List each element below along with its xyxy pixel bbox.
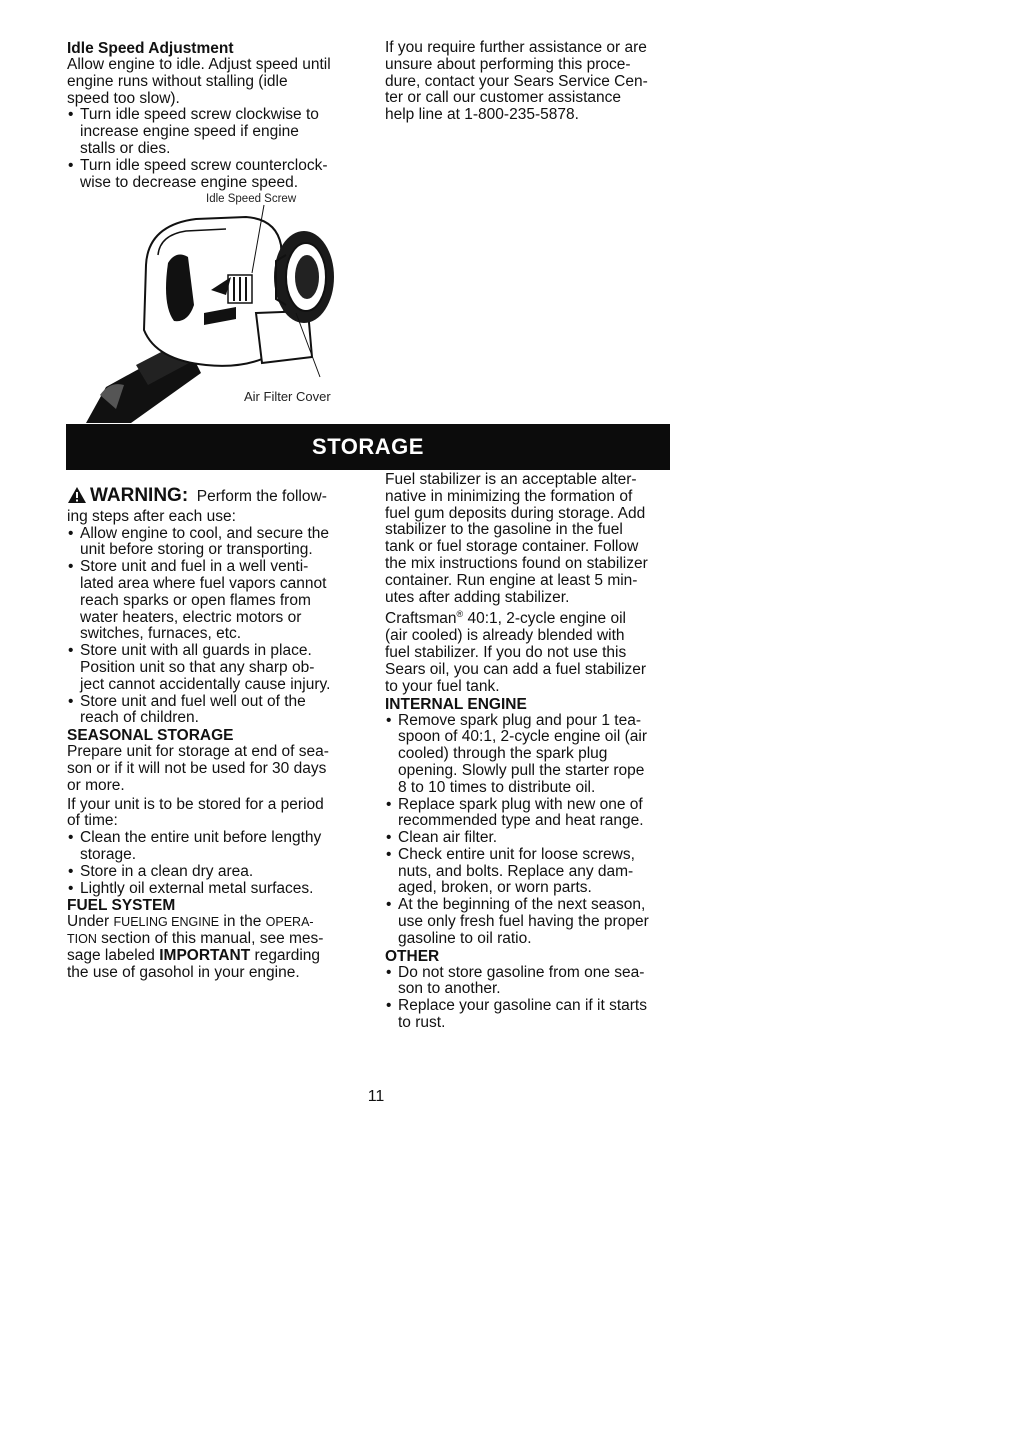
- bullet-line: storage.: [80, 845, 137, 863]
- internal-engine-bullet: [385, 897, 685, 947]
- craftsman-line: Sears oil, you can add a fuel stabilizer: [385, 660, 647, 678]
- other-heading: OTHER: [385, 947, 440, 965]
- bullet-line: unit before storing or transporting.: [80, 541, 313, 559]
- fuel-system-line: [67, 948, 367, 965]
- warning-triangle-icon: [67, 486, 87, 509]
- bullet-line: water heaters, electric motors or: [80, 608, 302, 626]
- warning-bullet: [67, 643, 367, 693]
- idle-speed-heading: Idle Speed Adjustment: [67, 40, 234, 57]
- stabilizer-line: utes after adding stabilizer.: [385, 588, 570, 606]
- bullet-line: to rust.: [398, 1014, 446, 1032]
- text-run: FUELING ENGINE: [113, 915, 220, 930]
- craftsman-line: [385, 606, 685, 628]
- assist-line: dure, contact your Sears Service Cen-: [385, 72, 648, 90]
- fuel-system-heading: FUEL SYSTEM: [67, 897, 176, 915]
- assistance-paragraph: [385, 40, 685, 124]
- bullet-line: switches, furnaces, etc.: [80, 625, 242, 643]
- bullet-line: nuts, and bolts. Replace any dam-: [398, 862, 634, 880]
- text-run: section of this manual, see mes-: [101, 930, 324, 948]
- bullet-line: • Turn idle speed screw counterclock-: [80, 156, 328, 174]
- bullet-line: gasoline to oil ratio.: [398, 929, 532, 947]
- seasonal-para-line: Prepare unit for storage at end of sea-: [67, 743, 329, 761]
- idle-bullet: [67, 107, 367, 157]
- bullet-line: • Store unit and fuel well out of the: [80, 692, 306, 710]
- bullet-line: • Lightly oil external metal surfaces.: [80, 879, 314, 897]
- assist-line: unsure about performing this proce-: [385, 55, 631, 73]
- text-run: Craftsman: [385, 610, 457, 628]
- important-label: IMPORTANT: [159, 946, 251, 964]
- internal-engine-bullet-list: [385, 713, 685, 948]
- bullet-line: • Do not store gasoline from one sea-: [398, 963, 645, 981]
- stabilizer-line: stabilizer to the gasoline in the fuel: [385, 521, 623, 539]
- craftsman-line: to your fuel tank.: [385, 677, 500, 695]
- stabilizer-line: fuel gum deposits during storage. Add: [385, 504, 646, 522]
- bullet-line: reach of children.: [80, 709, 199, 727]
- idle-bullet: [67, 158, 367, 192]
- bullet-line: stalls or dies.: [80, 139, 171, 157]
- bullet-line: opening. Slowly pull the starter rope: [398, 761, 645, 779]
- bullet-line: • Clean the entire unit before lengthy: [80, 829, 322, 847]
- stabilizer-line: the mix instructions found on stabilizer: [385, 554, 648, 572]
- page-number: 11: [367, 1088, 385, 1105]
- bullet-line: • At the beginning of the next season,: [398, 896, 646, 914]
- storage-right-column: [385, 472, 685, 1032]
- idle-speed-section: [67, 40, 367, 191]
- bullet-line: • Clean air filter.: [398, 829, 498, 847]
- idle-intro-line: engine runs without stalling (idle: [67, 72, 288, 90]
- bullet-line: • Remove spark plug and pour 1 tea-: [398, 711, 641, 729]
- stabilizer-line: native in minimizing the formation of: [385, 487, 633, 505]
- bullet-line: • Replace your gasoline can if it starts: [398, 997, 647, 1015]
- warning-bullet: [67, 559, 367, 643]
- bullet-line: recommended type and heat range.: [398, 812, 644, 830]
- bullet-line: lated area where fuel vapors cannot: [80, 574, 327, 592]
- bullet-line: • Store unit with all guards in place.: [80, 642, 312, 660]
- warning-bullet: [67, 694, 367, 728]
- other-bullet-list: [385, 965, 685, 1032]
- text-run: regarding: [254, 946, 321, 964]
- seasonal-para-line: son or if it will not be used for 30 days: [67, 759, 327, 777]
- assist-line: If you require further assistance or are: [385, 39, 647, 56]
- bullet-line: spoon of 40:1, 2-cycle engine oil (air: [398, 728, 648, 746]
- craftsman-line: fuel stabilizer. If you do not use this: [385, 644, 627, 662]
- bullet-line: reach sparks or open flames from: [80, 591, 311, 609]
- bullet-line: son to another.: [398, 980, 501, 998]
- storage-left-column: [67, 486, 367, 982]
- trimmer-engine-drawing: [76, 195, 376, 425]
- text-run: TION: [67, 932, 97, 947]
- idle-intro-line: speed too slow).: [67, 89, 180, 107]
- stabilizer-line: tank or fuel storage container. Follow: [385, 538, 639, 556]
- other-bullet: [385, 965, 685, 999]
- internal-engine-bullet: [385, 797, 685, 831]
- registered-mark: ®: [456, 609, 464, 620]
- idle-intro-line: Allow engine to idle. Adjust speed until: [67, 56, 331, 73]
- assist-line: help line at 1-800-235-5878.: [385, 106, 579, 124]
- bullet-line: ject cannot accidentally cause injury.: [80, 675, 331, 693]
- fuel-system-line: [67, 931, 367, 948]
- warning-label: WARNING:: [90, 485, 189, 506]
- assist-line: ter or call our customer assistance: [385, 89, 622, 107]
- seasonal-para-line: or more.: [67, 776, 125, 794]
- bullet-line: • Store unit and fuel in a well venti-: [80, 558, 309, 576]
- air-filter-cover-label: Air Filter Cover: [244, 389, 331, 404]
- internal-engine-heading: INTERNAL ENGINE: [385, 695, 527, 713]
- idle-bullet-list: [67, 107, 367, 191]
- seasonal-bullet-list: [67, 830, 367, 897]
- craftsman-line: (air cooled) is already blended with: [385, 627, 625, 645]
- other-bullet: [385, 998, 685, 1032]
- text-run: Under: [67, 913, 110, 931]
- bullet-line: aged, broken, or worn parts.: [398, 879, 592, 897]
- warning-bullet: [67, 526, 367, 560]
- text-run: OPERA-: [265, 915, 314, 930]
- bullet-line: • Store in a clean dry area.: [80, 862, 254, 880]
- engine-illustration: [76, 195, 376, 425]
- warning-text-cont: ing steps after each use:: [67, 507, 236, 525]
- bullet-line: Position unit so that any sharp ob-: [80, 658, 315, 676]
- seasonal-bullet: [67, 864, 367, 881]
- fuel-system-line: the use of gasohol in your engine.: [67, 963, 300, 981]
- seasonal-bullet: [67, 830, 367, 864]
- fuel-system-line: [67, 914, 367, 931]
- storage-section-title: STORAGE: [66, 424, 670, 470]
- warning-text: Perform the follow-: [196, 488, 327, 505]
- internal-engine-bullet: [385, 830, 685, 847]
- idle-speed-screw-label: Idle Speed Screw: [206, 193, 297, 205]
- text-run: 40:1, 2-cycle engine oil: [463, 610, 626, 628]
- stabilizer-line: Fuel stabilizer is an acceptable alter-: [385, 471, 637, 488]
- bullet-line: • Check entire unit for loose screws,: [398, 845, 635, 863]
- bullet-line: use only fresh fuel having the proper: [398, 913, 649, 931]
- seasonal-bullet: [67, 881, 367, 898]
- warning-line: [67, 486, 367, 509]
- internal-engine-bullet: [385, 847, 685, 897]
- bullet-line: increase engine speed if engine: [80, 123, 299, 141]
- stabilizer-line: container. Run engine at least 5 min-: [385, 571, 638, 589]
- text-run: in the: [223, 913, 262, 931]
- text-run: sage labeled: [67, 946, 155, 964]
- bullet-line: 8 to 10 times to distribute oil.: [398, 778, 596, 796]
- bullet-line: cooled) through the spark plug: [398, 745, 608, 763]
- seasonal-storage-heading: SEASONAL STORAGE: [67, 727, 234, 745]
- bullet-line: • Allow engine to cool, and secure the: [80, 524, 330, 542]
- warning-bullet-list: [67, 526, 367, 728]
- seasonal-para-line: If your unit is to be stored for a period: [67, 795, 324, 813]
- internal-engine-bullet: [385, 713, 685, 797]
- seasonal-para-line: of time:: [67, 812, 118, 830]
- bullet-line: • Turn idle speed screw clockwise to: [80, 106, 319, 124]
- bullet-line: • Replace spark plug with new one of: [398, 795, 643, 813]
- bullet-line: wise to decrease engine speed.: [80, 173, 299, 191]
